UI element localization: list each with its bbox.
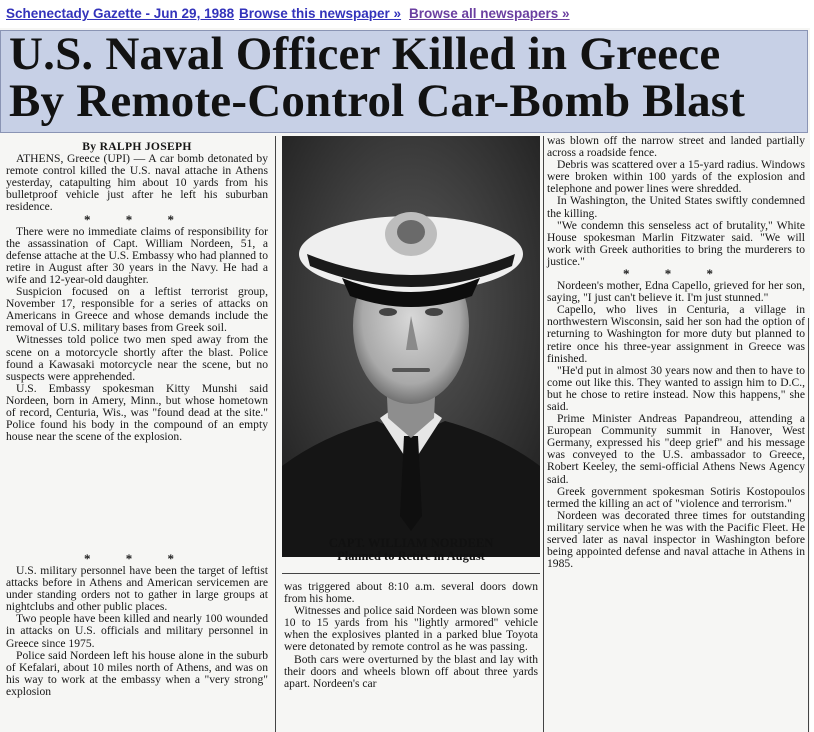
column-rule-3 bbox=[808, 318, 809, 732]
headline-banner bbox=[0, 30, 808, 133]
headline-line-2: By Remote-Control Car-Bomb Blast bbox=[9, 75, 746, 127]
paragraph: U.S. military personnel have been the target of leftist attacks before in Athens and American servicemen are under standing orders not to gather in large groups at nightclubs and other public places. bbox=[6, 564, 268, 614]
paragraph: Police said Nordeen left his house alone in the suburb of Kefalari, about 10 miles north of Athens, and was on his way to work at the embassy when a "very strong" explosion bbox=[6, 648, 268, 698]
article-column-2 bbox=[284, 581, 538, 690]
paragraph: Nordeen's mother, Edna Capello, grieved for her son, saying, "I just can't believe it. I'm just stunned." bbox=[547, 279, 805, 305]
paragraph: Both cars were overturned by the blast and lay with their doors and wheels blown off about three yards apart. Nordeen's car bbox=[284, 652, 538, 690]
paragraph: Greek government spokesman Sotiris Kostopoulos termed the killing an act of "violence and terrorism." bbox=[547, 484, 805, 510]
caption-subtitle: Planned to Retire in August bbox=[337, 549, 485, 563]
newspaper-page bbox=[0, 28, 810, 732]
paragraph: Debris was scattered over a 15-yard radius. Windows were broken within 100 yards of the explosion and telephone and power lines were shredded. bbox=[547, 158, 805, 196]
paragraph: Witnesses told police two men sped away from the scene on a motorcycle shortly after the blast. Police found a Kawasaki motorcycle near the scene, but no suspects were apprehended. bbox=[6, 333, 268, 383]
paragraph: There were no immediate claims of responsibility for the assassination of Capt. William Nordeen, 51, a defense attache at the U.S. Embassy who had planned to retire in August after 30 years in the Navy. He had a wife and 12-year-old daughter. bbox=[6, 224, 268, 286]
section-stars: * * * bbox=[84, 211, 190, 227]
paragraph: was blown off the narrow street and landed partially across a roadside fence. bbox=[547, 134, 805, 160]
paragraph: ATHENS, Greece (UPI) — A car bomb detonated by remote control killed the U.S. naval attache in Athens yesterday, catapulting him about 10 yards from his bulletproof vehicle just after he left his suburban residence. bbox=[6, 152, 268, 214]
section-stars: * * * bbox=[84, 551, 190, 566]
top-nav-bar bbox=[0, 0, 814, 28]
naval-officer-portrait bbox=[282, 136, 540, 557]
caption-name: CAPT. WILLIAM NORDEEN bbox=[328, 536, 494, 550]
gazette-date-link[interactable]: Schenectady Gazette - Jun 29, 1988 bbox=[6, 6, 235, 21]
paragraph: Capello, who lives in Centuria, a village in northwestern Wisconsin, said her son had the option of returning to Washington for more duty but planned to retire once his three-year assignment in Greece was finished. bbox=[547, 303, 805, 365]
section-stars: * * * bbox=[623, 266, 729, 282]
paragraph: Two people have been killed and nearly 100 wounded in attacks on U.S. officials and military personnel in Greece since 1975. bbox=[6, 612, 268, 650]
column-rule-2 bbox=[543, 136, 544, 732]
headline-line-1: U.S. Naval Officer Killed in Greece bbox=[9, 28, 721, 80]
paragraph: Nordeen was decorated three times for outstanding military service when he was with the Pacific Fleet. He served later as naval inspector in Washington before being appointed defense and naval attache in Athens in 1985. bbox=[547, 508, 805, 571]
photo-caption bbox=[282, 537, 540, 563]
paragraph: U.S. Embassy spokesman Kitty Munshi said Nordeen, born in Amery, Minn., but whose hometown of record, Centuria, Wis., was "found dead at the site." Police found his body in the compound of an empty house near the scene of the explosion. bbox=[6, 381, 268, 444]
article-column-3 bbox=[547, 135, 805, 570]
byline: By RALPH JOSEPH bbox=[82, 140, 192, 153]
browse-newspaper-link[interactable]: Browse this newspaper » bbox=[239, 6, 402, 21]
column-rule-1 bbox=[275, 136, 276, 732]
paragraph: Suspicion focused on a leftist terrorist group, November 17, responsible for a series of attacks on Americans in Greece and whose demands include the removal of U.S. military bases from Greek soil. bbox=[6, 285, 268, 335]
article-column-1-lower bbox=[6, 553, 268, 698]
browse-all-newspapers-link[interactable]: Browse all newspapers » bbox=[409, 6, 570, 21]
caption-rule bbox=[282, 573, 540, 574]
article-column-1 bbox=[6, 141, 268, 443]
portrait-photo bbox=[282, 136, 540, 557]
paragraph: In Washington, the United States swiftly condemned the killing. bbox=[547, 194, 805, 220]
paragraph: was triggered about 8:10 a.m. several doors down from his home. bbox=[284, 580, 538, 606]
paragraph: Prime Minister Andreas Papandreou, attending a European Community summit in Hanover, West Germany, expressed his "deep grief" and his message was conveyed to the U.S. ambassador to Greece, Robert Keeley, the semi-official Athens News Agency said. bbox=[547, 412, 805, 486]
paragraph: "We condemn this senseless act of brutality," White House spokesman Marlin Fitzwater said. "We will work with Greek authorities to bring the murderers to justice." bbox=[547, 218, 805, 268]
paragraph: "He'd put in almost 30 years now and then to have to come out like this. They wanted to assign him to D.C., but he chose to retire instead. Now this happens," she said. bbox=[547, 363, 805, 413]
paragraph: Witnesses and police said Nordeen was blown some 10 to 15 yards from his "lightly armored" vehicle when the explosives planted in a parked blue Toyota were detonated by remote control as he was passing. bbox=[284, 604, 538, 654]
